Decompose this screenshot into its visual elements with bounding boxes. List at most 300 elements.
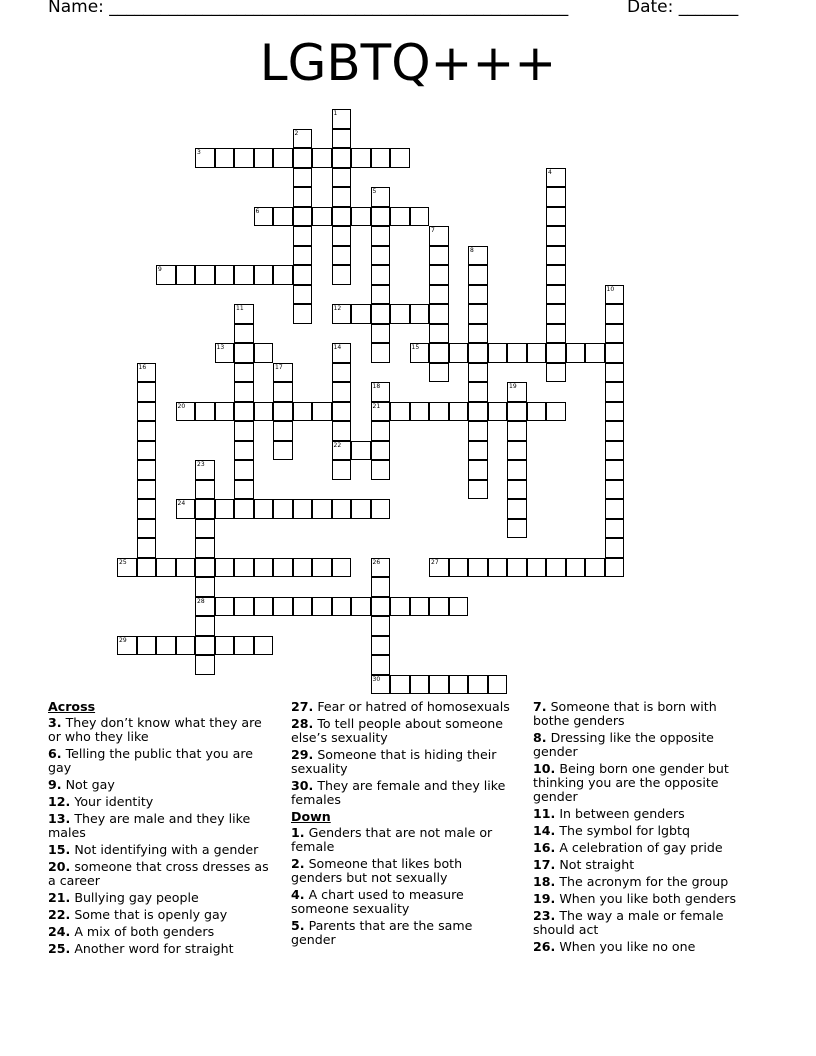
grid-cell[interactable]	[293, 265, 313, 285]
grid-cell[interactable]	[332, 558, 352, 578]
grid-cell[interactable]	[546, 187, 566, 207]
grid-cell[interactable]	[176, 265, 196, 285]
grid-cell[interactable]	[234, 499, 254, 519]
clue-text: Being born one gender but thinking you are the opposite gender	[533, 761, 729, 804]
grid-cell[interactable]	[390, 597, 410, 617]
grid-cell[interactable]	[137, 636, 157, 656]
grid-cell[interactable]	[371, 616, 391, 636]
grid-cell[interactable]	[429, 675, 449, 695]
name-field[interactable]: Name: ______________________________________________________	[48, 0, 569, 17]
grid-cell[interactable]	[156, 636, 176, 656]
grid-cell[interactable]	[429, 343, 449, 363]
grid-cell[interactable]	[468, 421, 488, 441]
grid-cell[interactable]	[371, 265, 391, 285]
grid-cell[interactable]	[234, 441, 254, 461]
grid-cell[interactable]	[156, 558, 176, 578]
grid-cell[interactable]	[195, 460, 215, 480]
clue-item	[533, 807, 743, 821]
grid-cell[interactable]	[488, 558, 508, 578]
grid-cell[interactable]	[468, 402, 488, 422]
grid-cell[interactable]	[429, 265, 449, 285]
clue-number: 4	[548, 168, 552, 176]
grid-cell[interactable]	[371, 675, 391, 695]
clue-number: 13	[216, 344, 225, 351]
grid-cell[interactable]	[488, 675, 508, 695]
grid-cell[interactable]	[254, 597, 274, 617]
grid-cell[interactable]	[605, 402, 625, 422]
grid-cell[interactable]	[429, 324, 449, 344]
grid-cell[interactable]	[234, 382, 254, 402]
grid-cell[interactable]	[449, 343, 469, 363]
grid-cell[interactable]	[215, 558, 235, 578]
across-clue-list	[48, 716, 270, 956]
grid-cell[interactable]	[312, 148, 332, 168]
grid-cell[interactable]	[332, 499, 352, 519]
grid-cell[interactable]	[254, 402, 274, 422]
grid-cell[interactable]	[234, 148, 254, 168]
grid-cell[interactable]	[254, 148, 274, 168]
grid-cell[interactable]	[273, 597, 293, 617]
grid-cell[interactable]	[605, 499, 625, 519]
clue-number-label: 25.	[48, 941, 71, 956]
grid-cell[interactable]	[332, 168, 352, 188]
grid-cell[interactable]	[429, 363, 449, 383]
grid-cell[interactable]	[234, 402, 254, 422]
grid-cell[interactable]	[195, 480, 215, 500]
grid-cell[interactable]	[468, 285, 488, 305]
grid-cell[interactable]	[234, 558, 254, 578]
date-field[interactable]: Date: _______	[627, 0, 739, 17]
clue-text: A celebration of gay pride	[555, 840, 723, 855]
grid-cell[interactable]	[332, 382, 352, 402]
grid-cell[interactable]	[293, 246, 313, 266]
grid-cell[interactable]	[234, 597, 254, 617]
grid-cell[interactable]	[137, 460, 157, 480]
grid-cell[interactable]	[215, 402, 235, 422]
grid-cell[interactable]	[332, 109, 352, 129]
grid-cell[interactable]	[234, 363, 254, 383]
grid-cell[interactable]	[234, 343, 254, 363]
clue-number: 28	[197, 597, 205, 605]
grid-cell[interactable]	[273, 148, 293, 168]
grid-cell[interactable]	[195, 148, 215, 168]
grid-cell[interactable]	[293, 558, 313, 578]
grid-cell[interactable]	[215, 499, 235, 519]
clue-number-label: 5.	[291, 918, 305, 933]
clue-number: 2	[294, 129, 299, 137]
clue-number-label: 29.	[291, 747, 314, 762]
grid-cell[interactable]	[371, 226, 391, 246]
clue-number: 15	[411, 344, 420, 351]
grid-cell[interactable]	[371, 187, 391, 207]
grid-cell[interactable]	[468, 343, 488, 363]
grid-cell[interactable]	[605, 519, 625, 539]
grid-cell[interactable]	[195, 402, 215, 422]
grid-cell[interactable]	[429, 226, 449, 246]
grid-cell[interactable]	[429, 597, 449, 617]
grid-cell[interactable]	[137, 558, 157, 578]
grid-cell[interactable]	[215, 597, 235, 617]
grid-cell[interactable]	[546, 363, 566, 383]
grid-cell[interactable]	[293, 226, 313, 246]
grid-cell[interactable]	[546, 304, 566, 324]
clue-number: 23	[197, 461, 205, 468]
grid-cell[interactable]	[176, 402, 196, 422]
clue-number-label: 20.	[48, 859, 71, 874]
grid-cell[interactable]	[605, 382, 625, 402]
grid-cell[interactable]	[273, 421, 293, 441]
grid-cell[interactable]	[156, 265, 176, 285]
clue-number: 24	[177, 500, 186, 507]
grid-cell[interactable]	[293, 168, 313, 188]
grid-cell[interactable]	[332, 402, 352, 422]
grid-cell[interactable]	[332, 421, 352, 441]
grid-cell[interactable]	[312, 558, 332, 578]
clue-number-label: 10.	[533, 761, 556, 776]
clue-text: When you like no one	[555, 939, 696, 954]
grid-cell[interactable]	[176, 636, 196, 656]
grid-cell[interactable]	[371, 285, 391, 305]
grid-cell[interactable]	[137, 538, 157, 558]
grid-cell[interactable]	[410, 343, 430, 363]
grid-cell[interactable]	[449, 597, 469, 617]
grid-cell[interactable]	[254, 558, 274, 578]
grid-cell[interactable]	[390, 207, 410, 227]
grid-cell[interactable]	[390, 304, 410, 324]
grid-cell[interactable]	[215, 636, 235, 656]
clue-item	[533, 824, 743, 838]
grid-cell[interactable]	[468, 324, 488, 344]
grid-cell[interactable]	[429, 558, 449, 578]
grid-cell[interactable]	[429, 246, 449, 266]
grid-cell[interactable]	[507, 558, 527, 578]
grid-cell[interactable]	[410, 597, 430, 617]
grid-cell[interactable]	[371, 597, 391, 617]
grid-cell[interactable]	[332, 246, 352, 266]
grid-cell[interactable]	[468, 246, 488, 266]
grid-cell[interactable]	[195, 499, 215, 519]
across-clue-list-continued	[291, 700, 517, 807]
grid-cell[interactable]	[468, 265, 488, 285]
grid-cell[interactable]	[507, 460, 527, 480]
clue-number-label: 9.	[48, 777, 62, 792]
grid-cell[interactable]	[312, 207, 332, 227]
clues-column-1	[48, 700, 270, 959]
grid-cell[interactable]	[371, 148, 391, 168]
grid-cell[interactable]	[137, 363, 157, 383]
grid-cell[interactable]	[351, 207, 371, 227]
clue-number: 26	[372, 558, 381, 566]
grid-cell[interactable]	[449, 402, 469, 422]
grid-cell[interactable]	[605, 285, 625, 305]
grid-cell[interactable]	[273, 402, 293, 422]
grid-cell[interactable]	[273, 382, 293, 402]
grid-cell[interactable]	[507, 519, 527, 539]
clue-item	[48, 860, 270, 888]
grid-cell[interactable]	[605, 343, 625, 363]
grid-cell[interactable]	[215, 343, 235, 363]
grid-cell[interactable]	[527, 343, 547, 363]
clue-item	[291, 779, 517, 807]
grid-cell[interactable]	[195, 655, 215, 675]
grid-cell[interactable]	[371, 421, 391, 441]
grid-cell[interactable]	[312, 402, 332, 422]
grid-cell[interactable]	[137, 421, 157, 441]
grid-cell[interactable]	[468, 675, 488, 695]
clue-text: Not gay	[61, 777, 115, 792]
grid-cell[interactable]	[527, 402, 547, 422]
grid-cell[interactable]	[293, 187, 313, 207]
clue-text: To tell people about someone else’s sexuality	[291, 716, 504, 745]
clue-number-label: 28.	[291, 716, 314, 731]
grid-cell[interactable]	[195, 265, 215, 285]
grid-cell[interactable]	[332, 265, 352, 285]
grid-cell[interactable]	[371, 577, 391, 597]
grid-cell[interactable]	[195, 558, 215, 578]
grid-cell[interactable]	[585, 343, 605, 363]
grid-cell[interactable]	[273, 265, 293, 285]
clue-number-label: 3.	[48, 715, 62, 730]
grid-cell[interactable]	[371, 499, 391, 519]
grid-cell[interactable]	[137, 382, 157, 402]
grid-cell[interactable]	[137, 480, 157, 500]
grid-cell[interactable]	[605, 441, 625, 461]
grid-cell[interactable]	[117, 636, 137, 656]
grid-cell[interactable]	[410, 304, 430, 324]
grid-cell[interactable]	[449, 675, 469, 695]
grid-cell[interactable]	[371, 324, 391, 344]
grid-cell[interactable]	[273, 499, 293, 519]
grid-cell[interactable]	[605, 421, 625, 441]
grid-cell[interactable]	[293, 499, 313, 519]
grid-cell[interactable]	[429, 402, 449, 422]
grid-cell[interactable]	[195, 519, 215, 539]
grid-cell[interactable]	[468, 304, 488, 324]
clue-number: 1	[333, 110, 338, 117]
grid-cell[interactable]	[371, 304, 391, 324]
grid-cell[interactable]	[273, 558, 293, 578]
grid-cell[interactable]	[390, 148, 410, 168]
grid-cell[interactable]	[351, 441, 371, 461]
clue-item	[48, 795, 270, 809]
grid-cell[interactable]	[410, 207, 430, 227]
grid-cell[interactable]	[195, 597, 215, 617]
grid-cell[interactable]	[507, 421, 527, 441]
grid-cell[interactable]	[312, 597, 332, 617]
grid-cell[interactable]	[546, 226, 566, 246]
clue-number: 27	[431, 558, 439, 566]
grid-cell[interactable]	[332, 207, 352, 227]
grid-cell[interactable]	[507, 343, 527, 363]
grid-cell[interactable]	[117, 558, 137, 578]
clue-number: 29	[119, 636, 127, 644]
grid-cell[interactable]	[546, 402, 566, 422]
clue-text: Bullying gay people	[70, 890, 199, 905]
grid-cell[interactable]	[137, 441, 157, 461]
clue-item	[48, 716, 270, 744]
clue-number: 9	[158, 266, 162, 273]
grid-cell[interactable]	[605, 304, 625, 324]
clue-item	[291, 700, 517, 714]
grid-cell[interactable]	[351, 304, 371, 324]
grid-cell[interactable]	[488, 343, 508, 363]
grid-cell[interactable]	[468, 558, 488, 578]
down-clue-list	[291, 826, 517, 947]
grid-cell[interactable]	[351, 597, 371, 617]
clue-number-label: 8.	[533, 730, 547, 745]
grid-cell[interactable]	[507, 382, 527, 402]
grid-cell[interactable]	[332, 129, 352, 149]
grid-cell[interactable]	[351, 148, 371, 168]
grid-cell[interactable]	[566, 343, 586, 363]
grid-cell[interactable]	[293, 304, 313, 324]
grid-cell[interactable]	[468, 480, 488, 500]
grid-cell[interactable]	[371, 460, 391, 480]
grid-cell[interactable]	[390, 675, 410, 695]
grid-cell[interactable]	[566, 558, 586, 578]
grid-cell[interactable]	[254, 207, 274, 227]
grid-cell[interactable]	[585, 558, 605, 578]
grid-cell[interactable]	[507, 402, 527, 422]
grid-cell[interactable]	[234, 265, 254, 285]
grid-cell[interactable]	[293, 597, 313, 617]
clue-number-label: 26.	[533, 939, 556, 954]
grid-cell[interactable]	[137, 519, 157, 539]
grid-cell[interactable]	[468, 441, 488, 461]
grid-cell[interactable]	[371, 402, 391, 422]
grid-cell[interactable]	[546, 324, 566, 344]
clue-number: 22	[333, 441, 342, 449]
grid-cell[interactable]	[215, 148, 235, 168]
grid-cell[interactable]	[293, 129, 313, 149]
grid-cell[interactable]	[176, 499, 196, 519]
grid-cell[interactable]	[195, 577, 215, 597]
grid-cell[interactable]	[273, 363, 293, 383]
grid-cell[interactable]	[254, 343, 274, 363]
grid-cell[interactable]	[468, 460, 488, 480]
clue-number-label: 12.	[48, 794, 71, 809]
grid-cell[interactable]	[332, 363, 352, 383]
grid-cell[interactable]	[234, 460, 254, 480]
grid-cell[interactable]	[429, 285, 449, 305]
grid-cell[interactable]	[176, 558, 196, 578]
grid-cell[interactable]	[234, 304, 254, 324]
grid-cell[interactable]	[137, 402, 157, 422]
grid-cell[interactable]	[449, 558, 469, 578]
grid-cell[interactable]	[332, 460, 352, 480]
grid-cell[interactable]	[332, 343, 352, 363]
grid-cell[interactable]	[410, 675, 430, 695]
grid-cell[interactable]	[429, 304, 449, 324]
grid-cell[interactable]	[546, 168, 566, 188]
grid-cell[interactable]	[234, 324, 254, 344]
grid-cell[interactable]	[332, 226, 352, 246]
grid-cell[interactable]	[254, 499, 274, 519]
grid-cell[interactable]	[254, 265, 274, 285]
grid-cell[interactable]	[234, 480, 254, 500]
grid-cell[interactable]	[468, 363, 488, 383]
grid-cell[interactable]	[254, 636, 274, 656]
grid-cell[interactable]	[293, 148, 313, 168]
grid-cell[interactable]	[332, 187, 352, 207]
grid-cell[interactable]	[410, 402, 430, 422]
grid-cell[interactable]	[507, 441, 527, 461]
grid-cell[interactable]	[293, 402, 313, 422]
grid-cell[interactable]	[332, 148, 352, 168]
clue-item	[291, 717, 517, 745]
clue-item	[48, 908, 270, 922]
grid-cell[interactable]	[546, 343, 566, 363]
grid-cell[interactable]	[371, 655, 391, 675]
grid-cell[interactable]	[605, 324, 625, 344]
clue-number-label: 11.	[533, 806, 556, 821]
grid-cell[interactable]	[546, 207, 566, 227]
grid-cell[interactable]	[332, 441, 352, 461]
grid-cell[interactable]	[293, 207, 313, 227]
grid-cell[interactable]	[527, 558, 547, 578]
clue-number-label: 4.	[291, 887, 305, 902]
grid-cell[interactable]	[312, 499, 332, 519]
page-title: LGBTQ+++	[259, 34, 557, 92]
grid-cell[interactable]	[371, 558, 391, 578]
grid-cell[interactable]	[371, 207, 391, 227]
grid-cell[interactable]	[273, 441, 293, 461]
grid-cell[interactable]	[351, 499, 371, 519]
grid-cell[interactable]	[605, 363, 625, 383]
grid-cell[interactable]	[371, 441, 391, 461]
grid-cell[interactable]	[488, 402, 508, 422]
grid-cell[interactable]	[546, 285, 566, 305]
grid-cell[interactable]	[507, 480, 527, 500]
grid-cell[interactable]	[605, 538, 625, 558]
grid-cell[interactable]	[195, 616, 215, 636]
clue-text: Fear or hatred of homosexuals	[313, 699, 510, 714]
grid-cell[interactable]	[195, 636, 215, 656]
grid-cell[interactable]	[371, 636, 391, 656]
down-clue-list-continued	[533, 700, 743, 954]
grid-cell[interactable]	[234, 636, 254, 656]
clue-number-label: 13.	[48, 811, 71, 826]
grid-cell[interactable]	[605, 460, 625, 480]
grid-cell[interactable]	[137, 499, 157, 519]
clue-text: Genders that are not male or female	[291, 825, 493, 854]
clue-number-label: 23.	[533, 908, 556, 923]
clue-item	[291, 748, 517, 776]
grid-cell[interactable]	[546, 558, 566, 578]
grid-cell[interactable]	[507, 499, 527, 519]
grid-cell[interactable]	[371, 382, 391, 402]
grid-cell[interactable]	[605, 558, 625, 578]
grid-cell[interactable]	[371, 343, 391, 363]
grid-cell[interactable]	[332, 597, 352, 617]
grid-cell[interactable]	[468, 382, 488, 402]
grid-cell[interactable]	[390, 402, 410, 422]
clue-text: Your identity	[70, 794, 154, 809]
grid-cell[interactable]	[546, 265, 566, 285]
grid-cell[interactable]	[195, 538, 215, 558]
grid-cell[interactable]	[215, 265, 235, 285]
grid-cell[interactable]	[546, 246, 566, 266]
clue-number-label: 24.	[48, 924, 71, 939]
grid-cell[interactable]	[234, 421, 254, 441]
grid-cell[interactable]	[605, 480, 625, 500]
clue-number: 18	[372, 383, 381, 390]
grid-cell[interactable]	[332, 304, 352, 324]
grid-cell[interactable]	[371, 246, 391, 266]
grid-cell[interactable]	[293, 285, 313, 305]
grid-cell[interactable]	[273, 207, 293, 227]
clue-item	[48, 747, 270, 775]
